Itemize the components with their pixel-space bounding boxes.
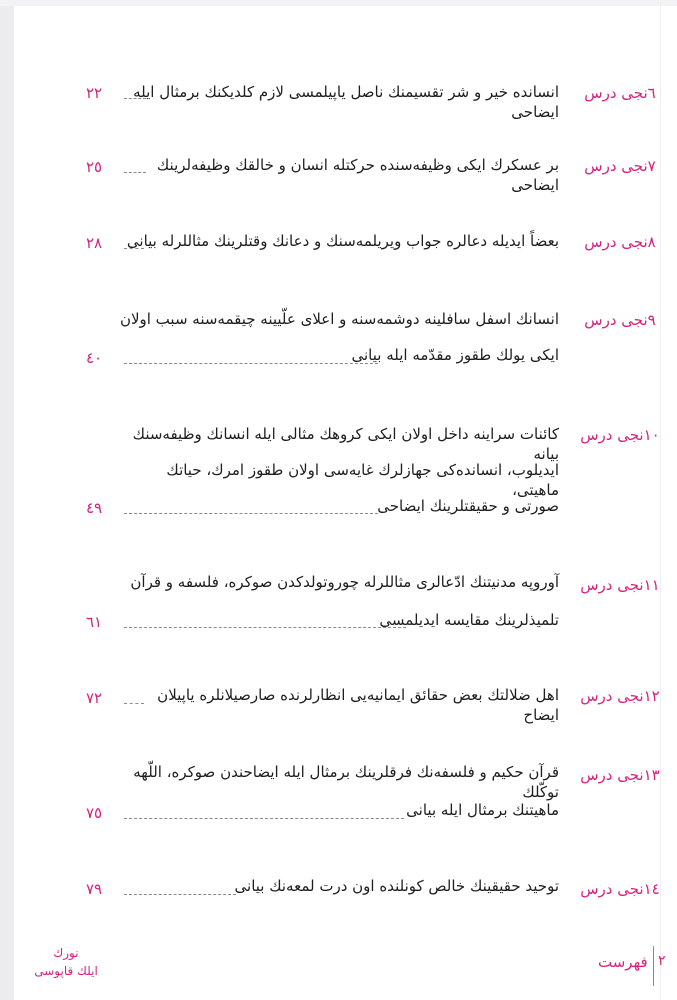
entry-text: قرآن حکیم و فلسفه‌نك فرقلرینك برمثال ایله ایضاحندن صوکره، اللّهه توکّلك: [133, 763, 559, 801]
footer-section-title: فهرست: [598, 953, 648, 971]
page-number: ٤٩: [86, 499, 103, 517]
entry-text: ماهیتنك برمثال ایله بیانی: [406, 801, 559, 819]
entry-text: آوروپه مدنیتنك ادّعالری مثاللرله چوروتولدکدن صوکره، فلسفه و قرآن: [130, 573, 559, 591]
entry-text: ایدیلوب، انسانده‌کی جهازلرك غایه‌سی اولان طقوز امرك، حیاتك ماهیتی،: [166, 461, 559, 499]
leader-dots: [124, 818, 404, 819]
page-number: ٢٥: [86, 158, 103, 176]
lesson-label: ١٢نجی درس: [580, 687, 660, 705]
lesson-label: ١٤نجی درس: [580, 880, 660, 898]
entry-text: توحید حقیقینك خالص کونلنده اون درت لمعه‌نك بیانی: [234, 877, 559, 895]
entry-text: انسانده خیر و شر تقسیمنك ناصل یاپیلمسی لازم کلدیکنك برمثال ایله ایضاحی: [133, 83, 559, 121]
entry-text: صورتی و حقیقتلرینك ایضاحی: [377, 497, 559, 515]
entry-text: ایکی یولك طقوز مقدّمه ایله بیانی: [351, 346, 559, 364]
right-margin-rule: [660, 0, 661, 1000]
footer-page-number: ٢: [658, 953, 666, 969]
leader-dots: [124, 894, 236, 895]
leader-dots: [124, 248, 144, 249]
leader-dots: [124, 98, 146, 99]
page-number: ٧٢: [86, 689, 103, 707]
leader-dots: [124, 172, 146, 173]
leader-dots: [124, 703, 144, 704]
page-number: ٦١: [86, 613, 103, 631]
entry-text: اهل ضلالتك بعض حقائق ایمانیه‌یی انظارلرنده صارصیلانلره یاپیلان ایضاح: [157, 686, 559, 724]
page-number: ٧٩: [86, 880, 103, 898]
entry-text: بعضاً ایدیله دعالره جواب ویریلمه‌سنك و دعانك وقتلرینك مثاللرله بیانی: [126, 232, 559, 250]
lesson-label: ٩نجی درس: [584, 311, 656, 329]
lesson-label: ١٠نجی درس: [580, 426, 660, 444]
entry-text: تلمیذلرینك مقایسه ایدیلمسی: [379, 611, 559, 629]
entry-text: بر عسکرك ایکی وظیفه‌سنده حرکتله انسان و خالقك وظیفه‌لرینك ایضاحی: [156, 156, 559, 194]
brand-logo-line1: نورك: [53, 946, 79, 960]
entry-text: کائنات سراینه داخل اولان ایکی کروهك مثالی ایله انسانك وظیفه‌سنك بیانه: [132, 425, 559, 463]
lesson-label: ٨نجی درس: [584, 233, 656, 251]
lesson-label: ١١نجی درس: [580, 576, 660, 594]
page-number: ٢٢: [86, 84, 103, 102]
page-number: ٤٠: [86, 349, 103, 367]
page-number: ٧٥: [86, 804, 103, 822]
page-number: ٢٨: [86, 234, 103, 252]
entry-text: انسانك اسفل سافلینه دوشمه‌سنه و اعلای علّیینه چیقمه‌سنه سبب اولان: [119, 310, 559, 328]
leader-dots: [124, 363, 378, 364]
lesson-label: ٧نجی درس: [584, 157, 656, 175]
leader-dots: [124, 627, 406, 628]
leader-dots: [124, 513, 378, 514]
lesson-label: ٦نجی درس: [584, 84, 656, 102]
brand-logo-line2: ایلك قاپوسی: [34, 964, 98, 978]
lesson-label: ١٣نجی درس: [580, 766, 660, 784]
top-strip: [0, 0, 677, 6]
footer-separator: [653, 946, 654, 986]
